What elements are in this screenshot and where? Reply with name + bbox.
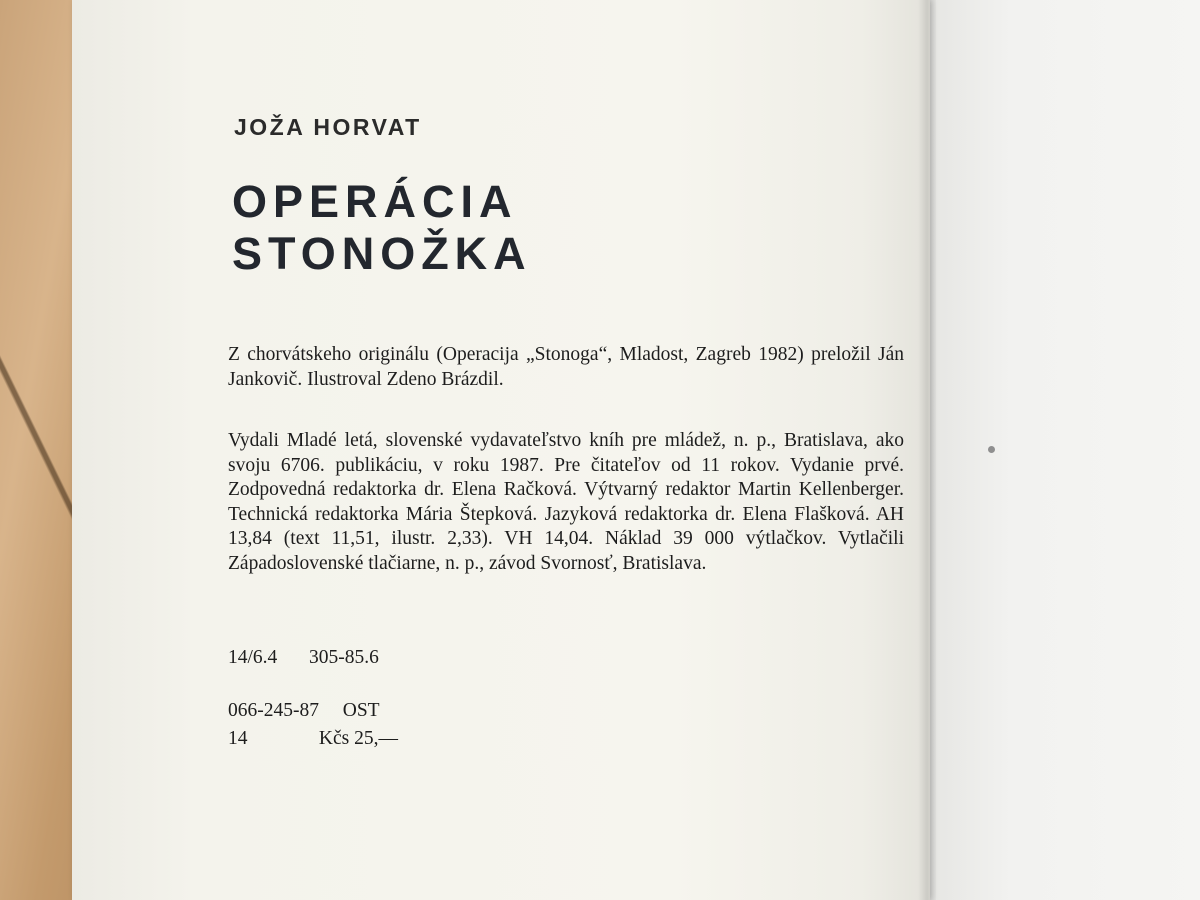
catalog-code-1a: 14/6.4 xyxy=(228,647,278,668)
price-value: Kčs 25,— xyxy=(318,728,398,749)
publisher-colophon: Vydali Mladé letá, slovenské vydavateľstvo kníh pre mládež, n. p., Bratislava, ako svoju 6706. publikáciu, v roku 1987. Pre čitateľov od 11 rokov. Vydanie prvé. Zodpovedná redaktorka dr. Elena Račková. Výtvarný redaktor Martin Kellenberger. Technická redaktorka Mária Štepková. Jazyková redaktorka dr. Elena Flašková. AH 13,84 (text 11,51, ilustr. 2,33). VH 14,04. Náklad 39 000 výtlačkov. Vytlačili Západoslovenské tlačiarne, n. p., závod Svornosť, Bratislava. xyxy=(228,430,904,574)
catalog-code-2a: 066-245-87 xyxy=(228,700,319,721)
paper-speck xyxy=(988,446,995,453)
book-title xyxy=(232,176,532,280)
adjacent-blank-page xyxy=(930,0,1200,900)
catalog-code-line-2 xyxy=(228,700,380,722)
author-name: JOŽA HORVAT xyxy=(234,114,422,140)
catalog-code-2b: OST xyxy=(342,700,380,721)
price-line xyxy=(228,728,398,750)
page-gutter-shadow xyxy=(918,0,936,900)
price-code: 14 xyxy=(228,728,248,749)
title-line-1: OPERÁCIA xyxy=(232,176,518,227)
title-line-2: STONOŽKA xyxy=(232,228,532,279)
catalog-code-line-1 xyxy=(228,647,379,669)
translation-note: Z chorvátskeho originálu (Operacija „Stonoga“, Mladost, Zagreb 1982) preložil Ján Jankovič. Ilustroval Zdeno Brázdil. xyxy=(228,344,904,390)
catalog-code-1b: 305-85.6 xyxy=(309,647,379,668)
